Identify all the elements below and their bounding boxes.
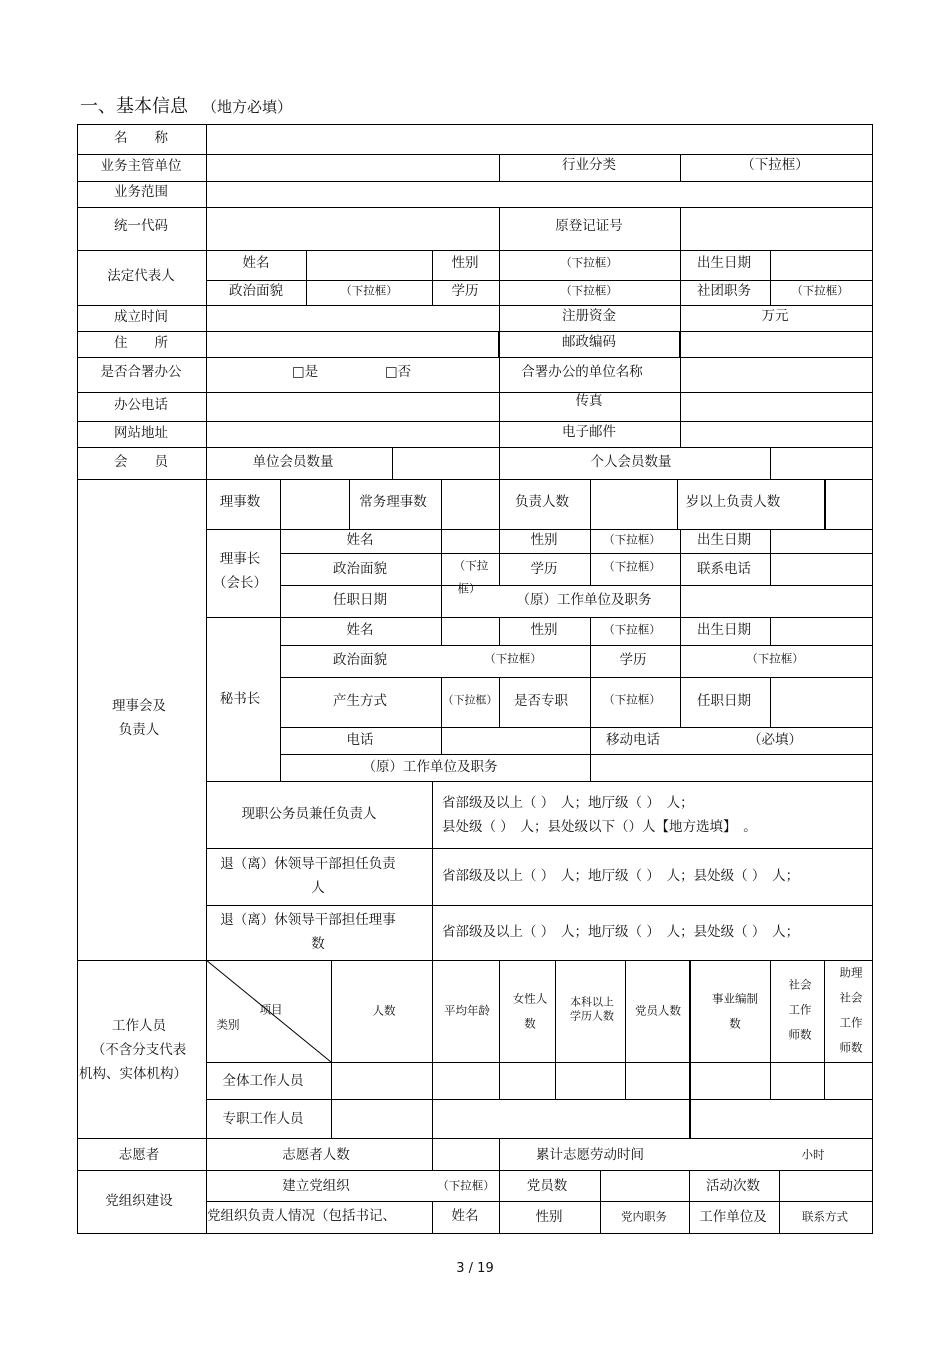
section-title: 一、基本信息	[80, 96, 188, 117]
label-unit-members: 单位会员数量	[252, 454, 334, 471]
secretary-mobile-required: （必填）	[748, 732, 802, 749]
label-secretary-mobile: 移动电话	[606, 732, 660, 749]
label-assistant-sw-2: 社会	[839, 990, 863, 1005]
label-headcount: 人数	[372, 1003, 396, 1018]
label-chairman-l2: （会长）	[213, 575, 267, 592]
label-contact: 联系方式	[802, 1209, 848, 1224]
label-chairman-appoint: 任职日期	[333, 592, 387, 609]
label-secretary-work-unit: （原）工作单位及职务	[362, 759, 498, 776]
label-office-phone: 办公电话	[114, 397, 168, 414]
section-heading	[80, 92, 292, 118]
secretary-education-dropdown[interactable]: （下拉框）	[746, 651, 804, 666]
secretary-political-dropdown[interactable]: （下拉框）	[484, 651, 542, 666]
label-avg-age: 平均年龄	[444, 1003, 490, 1018]
label-social-worker-3: 师数	[788, 1027, 812, 1042]
label-leaders: 负责人数	[515, 494, 569, 511]
label-chairman-political: 政治面貌	[333, 561, 387, 578]
label-party-leader-name: 姓名	[451, 1208, 479, 1225]
rep-political-dropdown[interactable]: （下拉框）	[340, 283, 398, 298]
label-directors: 理事数	[219, 494, 261, 511]
label-party-work-unit: 工作单位及	[699, 1209, 767, 1226]
label-secretary-fulltime: 是否专职	[514, 693, 568, 710]
label-age-leaders: 岁以上负责人数	[685, 494, 781, 511]
label-secretary-name: 姓名	[346, 622, 374, 639]
label-board-l2: 负责人	[118, 722, 160, 739]
label-orig-reg-no: 原登记证号	[555, 218, 623, 235]
label-retired-leader-l1: 退（离）休领导干部担任负责	[220, 856, 396, 873]
civil-servant-text-1: 省部级及以上（ ） 人；地厅级（ ） 人；	[442, 795, 694, 811]
label-secretary-education: 学历	[619, 652, 647, 669]
label-chairman-education: 学历	[530, 561, 558, 578]
label-secretary-generation: 产生方式	[333, 693, 387, 710]
label-secretary-political: 政治面貌	[333, 652, 387, 669]
label-rep-name: 姓名	[242, 255, 270, 272]
label-social-worker-1: 社会	[788, 977, 812, 992]
label-retired-director-l2: 数	[311, 936, 325, 953]
chairman-political-dropdown-l1[interactable]: （下拉	[453, 558, 489, 573]
label-retired-leader-l2: 人	[311, 880, 325, 897]
label-establishment-l2: 数	[729, 1016, 741, 1031]
chairman-education-dropdown[interactable]: （下拉框）	[603, 559, 661, 574]
label-members: 会 员	[114, 454, 168, 471]
label-category: 类别	[216, 1017, 240, 1032]
label-individual-members: 个人会员数量	[590, 454, 672, 471]
label-female-l2: 数	[524, 1016, 536, 1031]
secretary-gender-dropdown[interactable]: （下拉框）	[603, 622, 661, 637]
chairman-gender-dropdown[interactable]: （下拉框）	[603, 532, 661, 547]
label-rep-post: 社团职务	[697, 283, 751, 300]
label-female-l1: 女性人	[512, 991, 548, 1006]
label-party-member-count: 党员数	[526, 1178, 568, 1195]
label-rep-birth: 出生日期	[697, 255, 751, 272]
party-org-dropdown[interactable]: （下拉框）	[437, 1178, 495, 1193]
label-party-members: 党员人数	[635, 1003, 681, 1018]
label-unified-code: 统一代码	[114, 218, 168, 235]
secretary-fulltime-dropdown[interactable]: （下拉框）	[603, 692, 661, 707]
label-email: 电子邮件	[562, 424, 616, 441]
label-party-building: 党组织建设	[105, 1193, 173, 1210]
label-bachelor-l2: 学历人数	[570, 1009, 614, 1023]
label-establishment-l1: 事业编制	[712, 991, 758, 1006]
label-rep-gender: 性别	[451, 255, 479, 272]
label-supervisor: 业务主管单位	[100, 158, 182, 175]
label-established: 成立时间	[114, 309, 168, 326]
label-rep-political: 政治面貌	[229, 283, 283, 300]
label-secretary-appoint: 任职日期	[697, 693, 751, 710]
rep-post-dropdown[interactable]: （下拉框）	[791, 283, 849, 298]
label-staff-l1: 工作人员	[112, 1018, 166, 1035]
civil-servant-text-2: 县处级（ ） 人；县处级以下（）人【地方选填】 。	[442, 819, 757, 835]
page-number: 3 / 19	[456, 1261, 494, 1276]
label-website: 网站地址	[114, 425, 168, 442]
retired-leader-text: 省部级及以上（ ） 人；地厅级（ ） 人；县处级（ ） 人；	[442, 868, 800, 884]
label-all-staff: 全体工作人员	[222, 1073, 304, 1090]
retired-director-text: 省部级及以上（ ） 人；地厅级（ ） 人；县处级（ ） 人；	[442, 924, 800, 940]
label-activities: 活动次数	[706, 1178, 760, 1195]
label-chairman-phone: 联系电话	[697, 561, 751, 578]
capital-unit: 万元	[761, 308, 789, 325]
label-reg-capital: 注册资金	[562, 308, 616, 325]
label-party-post: 党内职务	[621, 1209, 667, 1224]
label-chairman-gender: 性别	[530, 532, 558, 549]
label-bachelor-l1: 本科以上	[570, 995, 614, 1009]
label-chairman-work-unit: （原）工作单位及职务	[516, 592, 652, 609]
label-name: 名 称	[114, 130, 168, 147]
label-party-leader-gender: 性别	[535, 1209, 563, 1226]
label-chairman-name: 姓名	[346, 532, 374, 549]
label-staff-l3: 机构、实体机构）	[79, 1066, 187, 1083]
label-chairman-l1: 理事长	[219, 551, 261, 568]
label-staff-l2: （不含分支代表	[91, 1042, 187, 1059]
label-standing-directors: 常务理事数	[359, 494, 427, 511]
industry-dropdown[interactable]: （下拉框）	[741, 157, 809, 174]
label-industry: 行业分类	[562, 157, 616, 174]
label-secretary: 秘书长	[219, 691, 261, 708]
section-note: （地方必填）	[202, 98, 293, 116]
label-scope: 业务范围	[114, 184, 168, 201]
rep-gender-dropdown[interactable]: （下拉框）	[560, 255, 618, 270]
label-party-org: 建立党组织	[282, 1178, 350, 1195]
label-secretary-birth: 出生日期	[697, 622, 751, 639]
label-chairman-birth: 出生日期	[697, 532, 751, 549]
label-assistant-sw-4: 师数	[839, 1040, 863, 1055]
label-fulltime-staff: 专职工作人员	[222, 1111, 304, 1128]
label-retired-director-l1: 退（离）休领导干部担任理事	[220, 912, 396, 929]
label-board-l1: 理事会及	[112, 698, 166, 715]
label-rep-education: 学历	[451, 283, 479, 300]
label-secretary-phone: 电话	[346, 732, 374, 749]
label-shared-unit: 合署办公的单位名称	[521, 364, 643, 381]
label-civil-servant: 现职公务员兼任负责人	[241, 806, 377, 823]
label-volunteer-count: 志愿者人数	[282, 1147, 350, 1164]
label-volunteer-hours: 累计志愿劳动时间	[536, 1147, 644, 1164]
label-assistant-sw-3: 工作	[839, 1015, 863, 1030]
volunteer-hours-unit: 小时	[801, 1147, 825, 1162]
label-fax: 传真	[575, 393, 603, 410]
secretary-generation-dropdown[interactable]: （下拉框）	[442, 693, 498, 707]
label-social-worker-2: 工作	[788, 1002, 812, 1017]
label-address: 住 所	[114, 335, 168, 352]
label-item: 项目	[259, 1002, 283, 1017]
shared-yes-checkbox[interactable]: □是	[291, 364, 319, 381]
shared-no-checkbox[interactable]: □否	[384, 364, 412, 381]
chairman-political-dropdown-l2[interactable]: 框）	[457, 581, 481, 596]
label-party-leader: 党组织负责人情况（包括书记、	[207, 1208, 396, 1224]
label-assistant-sw-1: 助理	[839, 965, 863, 980]
label-secretary-gender: 性别	[530, 622, 558, 639]
label-postal-code: 邮政编码	[562, 334, 616, 351]
rep-education-dropdown[interactable]: （下拉框）	[560, 283, 618, 298]
label-legal-rep: 法定代表人	[107, 268, 175, 285]
label-shared-office: 是否合署办公	[100, 364, 182, 381]
label-volunteers: 志愿者	[118, 1147, 160, 1164]
